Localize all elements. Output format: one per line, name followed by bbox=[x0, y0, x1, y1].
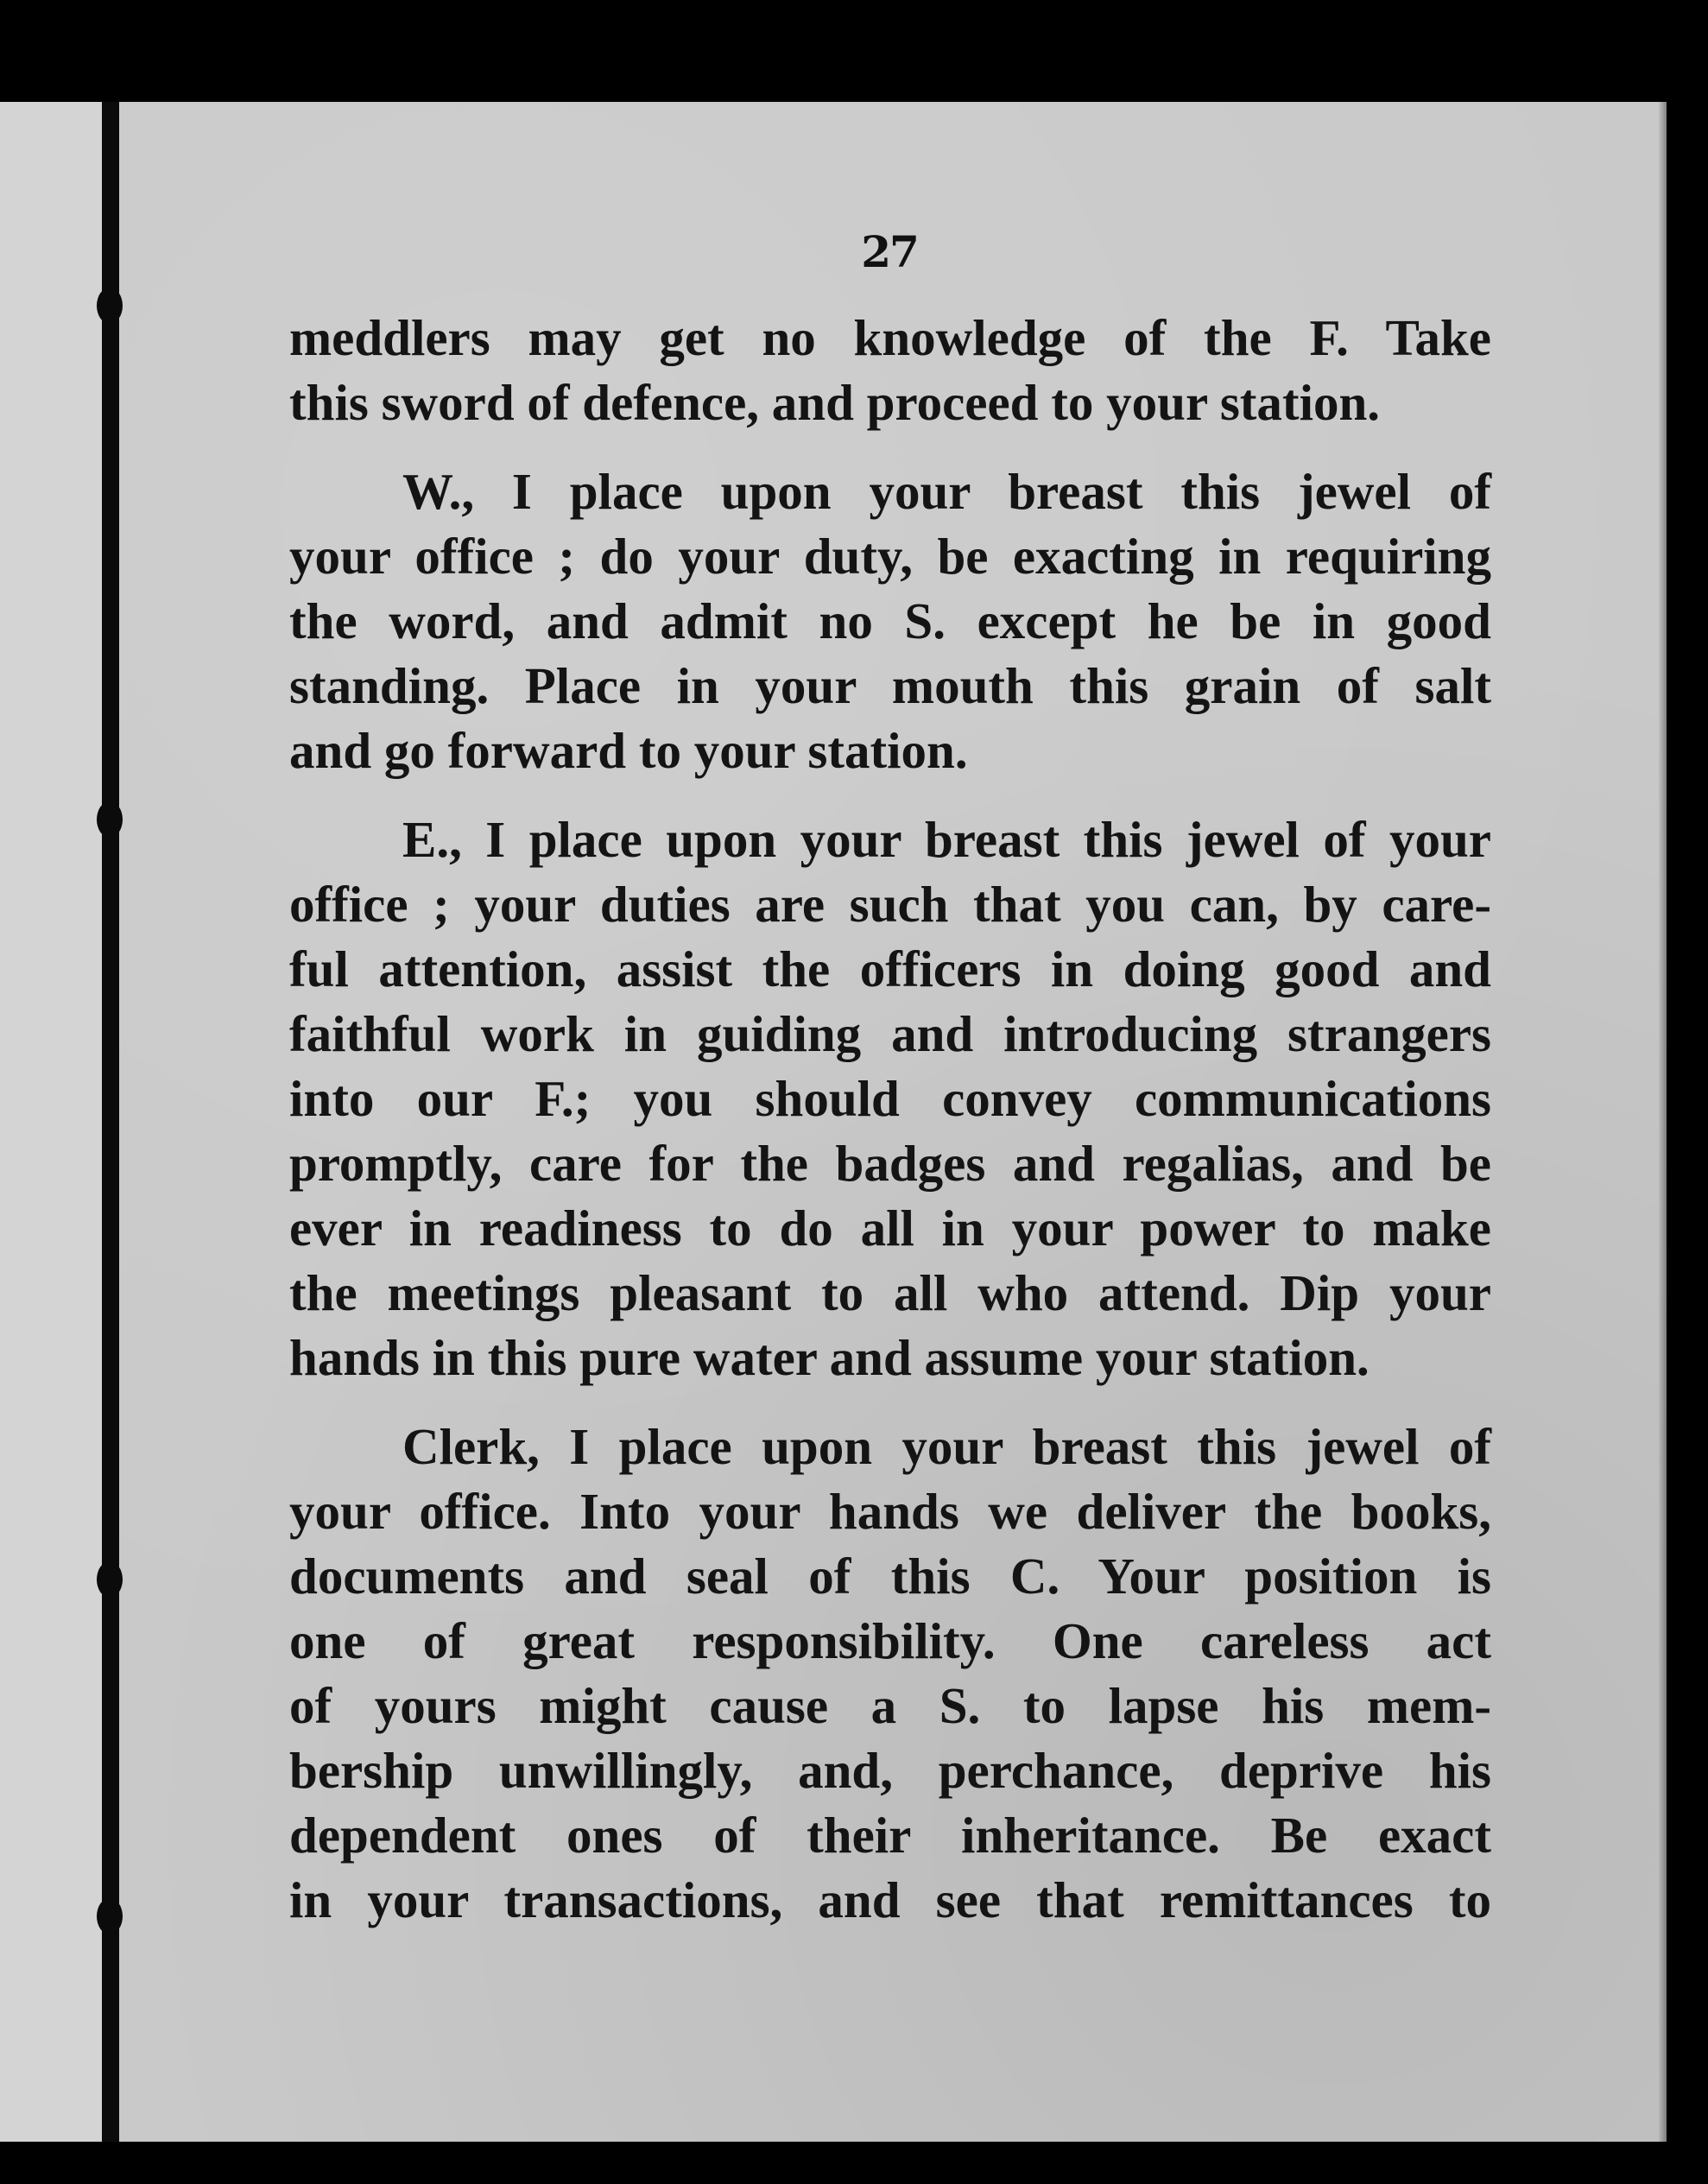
text-line: standing. Place in your mouth this grain of salt bbox=[289, 657, 1491, 714]
paragraph bbox=[289, 306, 1491, 435]
paragraph bbox=[289, 459, 1491, 783]
text-line: promptly, care for the badges and regalias, and be bbox=[289, 1135, 1491, 1192]
book-page bbox=[0, 102, 1667, 2142]
text-line: bership unwillingly, and, perchance, deprive his bbox=[289, 1742, 1491, 1799]
text-line: hands in this pure water and assume your station. bbox=[289, 1329, 1370, 1386]
text-line: faithful work in guiding and introducing strangers bbox=[289, 1005, 1491, 1062]
spine-edge bbox=[102, 102, 119, 2142]
text-line: ever in readiness to do all in your power to make bbox=[289, 1200, 1491, 1257]
page-edge-shadow bbox=[1658, 102, 1667, 2142]
paragraph bbox=[289, 1415, 1491, 1933]
text-line: meddlers may get no knowledge of the F. Take bbox=[289, 309, 1491, 366]
text-line: this sword of defence, and proceed to your station. bbox=[289, 374, 1381, 431]
text-line: W., I place upon your breast this jewel of bbox=[402, 463, 1491, 520]
text-line: the word, and admit no S. except he be in good bbox=[289, 592, 1491, 649]
text-line: one of great responsibility. One careless act bbox=[289, 1612, 1491, 1669]
paragraph bbox=[289, 807, 1491, 1390]
text-line: of yours might cause a S. to lapse his mem- bbox=[289, 1677, 1491, 1734]
binding-margin bbox=[0, 102, 109, 2142]
text-line: office ; your duties are such that you can, by care- bbox=[289, 876, 1491, 933]
binding-stitch bbox=[97, 288, 123, 324]
binding-stitch bbox=[97, 1561, 123, 1598]
text-line: ful attention, assist the officers in doing good and bbox=[289, 940, 1491, 997]
text-line: dependent ones of their inheritance. Be exact bbox=[289, 1807, 1491, 1864]
binding-stitch bbox=[97, 1898, 123, 1934]
text-line: and go forward to your station. bbox=[289, 722, 968, 779]
text-line: into our F.; you should convey communications bbox=[289, 1070, 1491, 1127]
text-line: in your transactions, and see that remittances to bbox=[289, 1871, 1491, 1928]
page-number: 27 bbox=[861, 226, 918, 277]
text-line: Clerk, I place upon your breast this jewel of bbox=[402, 1418, 1491, 1475]
text-line: E., I place upon your breast this jewel of your bbox=[402, 811, 1491, 868]
text-line: your office. Into your hands we deliver the books, bbox=[289, 1483, 1491, 1540]
text-line: the meetings pleasant to all who attend. Dip your bbox=[289, 1264, 1491, 1321]
text-line: documents and seal of this C. Your position is bbox=[289, 1548, 1491, 1605]
body-text bbox=[289, 306, 1491, 1933]
binding-stitch bbox=[97, 801, 123, 838]
text-line: your office ; do your duty, be exacting in requiring bbox=[289, 528, 1491, 585]
